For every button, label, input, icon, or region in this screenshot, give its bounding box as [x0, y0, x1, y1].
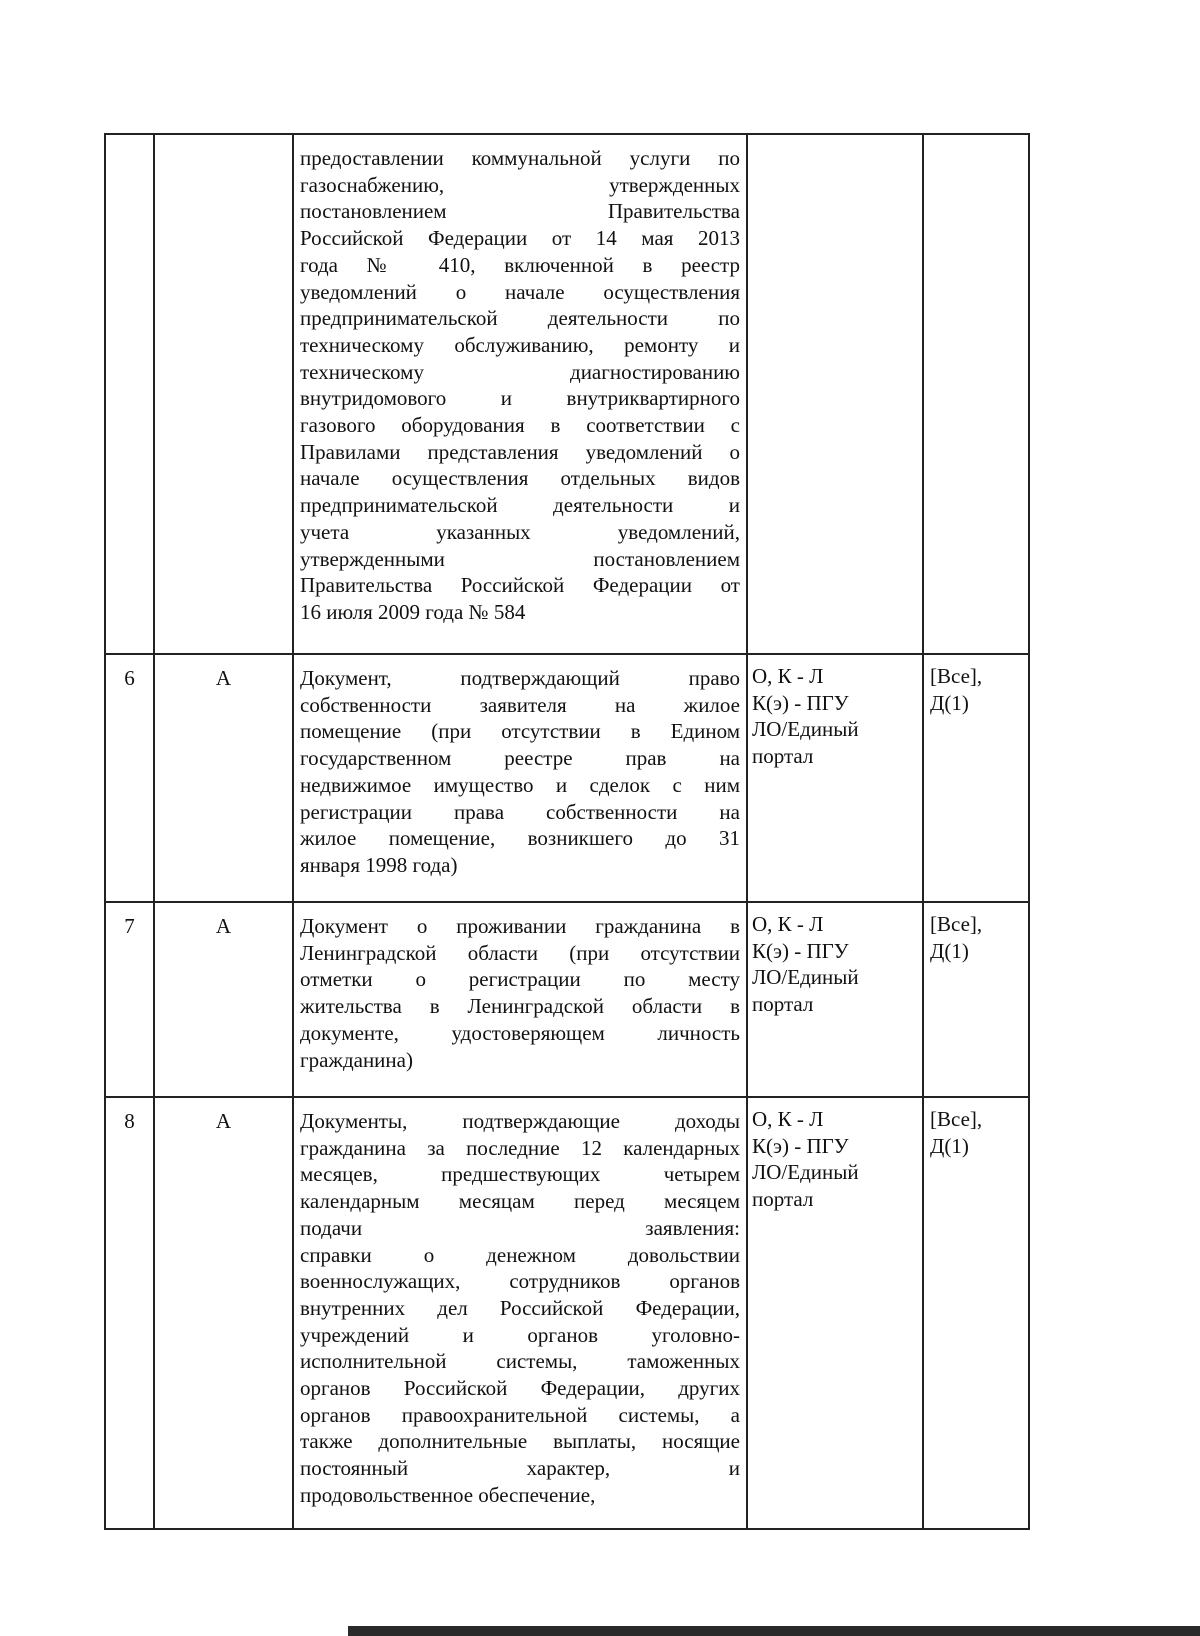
category-line: [Все],	[930, 1107, 983, 1131]
form-line: О, К - Л	[752, 912, 824, 936]
applicant-category	[923, 134, 1029, 654]
form-line: О, К - Л	[752, 1107, 824, 1131]
text-line: органов Российской Федерации, других	[300, 1376, 740, 1401]
text-line: предпринимательской деятельности и	[300, 493, 740, 518]
text-line: собственности заявителя на жилое	[300, 692, 740, 717]
form-line: портал	[752, 744, 814, 769]
text-line: Правительства Российской Федерации от	[300, 573, 740, 598]
text-line: года № 410, включенной в реестр	[300, 252, 740, 277]
text-line: начале осуществления отдельных видов	[300, 466, 740, 491]
row-type: А	[154, 1097, 293, 1529]
text-line: постоянный характер, и	[300, 1456, 740, 1481]
category-line: [Все],	[930, 912, 983, 936]
text-line: учреждений и органов уголовно-	[300, 1322, 740, 1347]
document-description	[293, 654, 747, 902]
category-line: Д(1)	[930, 938, 969, 963]
scan-edge-bar	[348, 1626, 1200, 1636]
text-line: газового оборудования в соответствии с	[300, 413, 740, 438]
text-line: техническому обслуживанию, ремонту и	[300, 332, 740, 357]
form-line: О, К - Л	[752, 664, 824, 688]
text-line: Документ, подтверждающий право	[300, 666, 740, 690]
category-line: [Все],	[930, 664, 983, 688]
form-line: портал	[752, 992, 814, 1017]
text-line: техническому диагностированию	[300, 359, 740, 384]
text-line: жилое помещение, возникшего до 31	[300, 826, 740, 851]
row-type: А	[154, 654, 293, 902]
text-line: предпринимательской деятельности по	[300, 306, 740, 331]
form-line: К(э) - ПГУ	[752, 938, 849, 963]
documents-table	[104, 133, 1030, 1530]
applicant-category	[923, 1097, 1029, 1529]
row-type: А	[154, 902, 293, 1097]
text-line: гражданина)	[300, 1047, 413, 1072]
form-line: ЛО/Единый	[752, 965, 859, 990]
document-description	[293, 134, 747, 654]
category-line: Д(1)	[930, 1133, 969, 1158]
text-line: января 1998 года)	[300, 852, 458, 877]
table-row	[105, 1097, 1029, 1529]
text-line: документе, удостоверяющем личность	[300, 1020, 740, 1045]
text-line: утвержденными постановлением	[300, 546, 740, 571]
text-line: календарным месяцам перед месяцем	[300, 1189, 740, 1214]
submission-form	[747, 1097, 923, 1529]
text-line: Документ о проживании гражданина в	[300, 914, 740, 938]
text-line: отметки о регистрации по месту	[300, 967, 740, 992]
applicant-category	[923, 902, 1029, 1097]
applicant-category	[923, 654, 1029, 902]
text-line: органов правоохранительной системы, а	[300, 1402, 740, 1427]
form-line: ЛО/Единый	[752, 717, 859, 742]
form-line: портал	[752, 1187, 814, 1212]
text-line: Правилами представления уведомлений о	[300, 439, 740, 464]
text-line: внутридомового и внутриквартирного	[300, 386, 740, 411]
text-line: исполнительной системы, таможенных	[300, 1349, 740, 1374]
text-line: продовольственное обеспечение,	[300, 1482, 596, 1507]
text-line: Ленинградской области (при отсутствии	[300, 940, 740, 965]
row-number: 8	[105, 1097, 154, 1529]
text-line: также дополнительные выплаты, носящие	[300, 1429, 740, 1454]
form-line: ЛО/Единый	[752, 1160, 859, 1185]
text-line: государственном реестре прав на	[300, 746, 740, 771]
category-line: Д(1)	[930, 690, 969, 715]
text-line: предоставлении коммунальной услуги по	[300, 146, 740, 170]
form-line: К(э) - ПГУ	[752, 690, 849, 715]
text-line: недвижимое имущество и сделок с ним	[300, 772, 740, 797]
submission-form	[747, 134, 923, 654]
text-line: жительства в Ленинградской области в	[300, 994, 740, 1019]
submission-form	[747, 902, 923, 1097]
text-line: 16 июля 2009 года № 584	[300, 599, 526, 624]
submission-form	[747, 654, 923, 902]
text-line: внутренних дел Российской Федерации,	[300, 1295, 740, 1320]
table-row	[105, 902, 1029, 1097]
text-line: подачи заявления:	[300, 1215, 740, 1240]
text-line: Документы, подтверждающие доходы	[300, 1109, 740, 1133]
row-type	[154, 134, 293, 654]
form-line: К(э) - ПГУ	[752, 1133, 849, 1158]
text-line: справки о денежном довольствии	[300, 1242, 740, 1267]
text-line: постановлением Правительства	[300, 199, 740, 224]
row-number: 6	[105, 654, 154, 902]
table-body	[105, 134, 1029, 1529]
text-line: месяцев, предшествующих четырем	[300, 1162, 740, 1187]
table-row	[105, 654, 1029, 902]
text-line: учета указанных уведомлений,	[300, 519, 740, 544]
text-line: помещение (при отсутствии в Едином	[300, 719, 740, 744]
text-line: военнослужащих, сотрудников органов	[300, 1269, 740, 1294]
text-line: гражданина за последние 12 календарных	[300, 1135, 740, 1160]
text-line: уведомлений о начале осуществления	[300, 279, 740, 304]
text-line: газоснабжению, утвержденных	[300, 172, 740, 197]
row-number: 7	[105, 902, 154, 1097]
row-number	[105, 134, 154, 654]
text-line: регистрации права собственности на	[300, 799, 740, 824]
table-row	[105, 134, 1029, 654]
document-description	[293, 902, 747, 1097]
text-line: Российской Федерации от 14 мая 2013	[300, 226, 740, 251]
document-description	[293, 1097, 747, 1529]
